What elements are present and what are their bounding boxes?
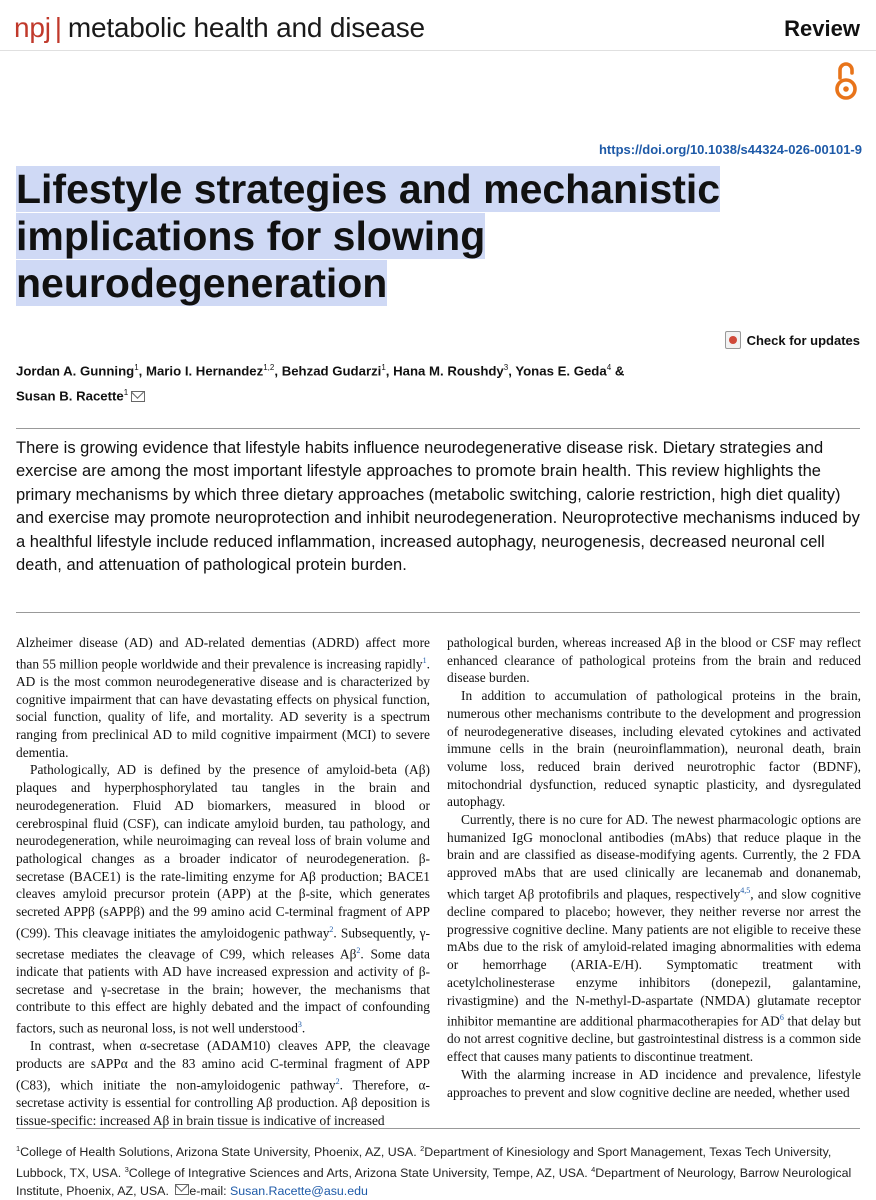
- article-type: Review: [784, 16, 860, 41]
- citation-link[interactable]: 3: [297, 1020, 302, 1030]
- article-title-text: Lifestyle strategies and mechanistic implications for slowing neurodegeneration: [16, 166, 721, 306]
- journal-name: metabolic health and disease: [67, 12, 425, 43]
- header-divider: [0, 50, 876, 51]
- body-paragraph: Currently, there is no cure for AD. The newest pharmacologic options are humanized IgG monoclonal antibodies (mAbs) that reduce plaque in the brain and are classified as disease-modifying agents. Currently, the 2 FDA approved mAbs that are used clinically are lecanemab and donanemab, which target Aβ protofibrils and plaques, respectively$^{4,5}$, and slow cognitive decline compared to placebo; however, they neither reverse nor arrest the progressive cognitive decline. Many patients are not eligible to receive these mAbs due to the risk of amyloid-related imaging abnormalities with edema or hemorrhage (ARIA-E/H). Symptomatic treatment with acetylcholinesterase enzyme inhibitors (donepezil, galantamine, rivastigmine) and the N-methyl-D-aspartate (NMDA) glutamate receptor inhibitor memantine are additional pharmacotherapies for $AD^6$ that delay but do not arrest cognitive decline, but gastrointestinal distress is a common side effect that causes many patients to discontinue treatment.: [447, 812, 862, 1065]
- author-name[interactable]: Jordan A. Gunning: [16, 363, 135, 379]
- author-list: Jordan A. Gunning$^1$, Mario I. Hernandez$^{1,2}$, Behzad Gudarzi$^1$, Hana M. Roushdy$^3$, Yonas E. Geda$^4$ & Susan B. Racette$^1$: [16, 363, 625, 404]
- author-affiliation: 1: [123, 388, 129, 398]
- email-icon[interactable]: [131, 391, 145, 402]
- body-paragraph: In addition to accumulation of pathological proteins in the brain, numerous other mechanisms contribute to the development and progression of neurodegenerative diseases, including elevated cytokines and activated immune cells in the brain (neuroinflammation), neuronal death, brain volume loss, reduced brain derived neurotrophic factor (BDNF), mitochondrial dysfunction, reduced synaptic plasticity, and dysregulated autophagy.: [447, 688, 861, 810]
- citation-link[interactable]: 1: [422, 655, 427, 665]
- author-affiliation: 1: [381, 363, 386, 372]
- journal-separator: |: [54, 12, 62, 43]
- author-name[interactable]: Hana M. Roushdy: [393, 363, 504, 379]
- footnote-divider: [16, 1128, 860, 1129]
- citation-link[interactable]: 2: [329, 924, 334, 934]
- email-icon: [175, 1184, 189, 1195]
- author-name[interactable]: Behzad Gudarzi: [281, 363, 382, 379]
- author-affiliation: 3: [503, 363, 509, 372]
- citation-link[interactable]: 2: [356, 945, 361, 955]
- abstract: There is growing evidence that lifestyle habits influence neurodegenerative disease risk. Dietary strategies and exercise are among the most important lifestyle approaches to promote brain health. This review highlights the primary mechanisms by which three dietary approaches (metabolic switching, calorie restriction, high diet quality) and exercise may promote neuroprotection and inhibit neurodegeneration. Neuroprotective mechanisms induced by a healthful lifestyle include reduced inflammation, increased autophagy, neurogenesis, decreased neuronal cell death, and attenuation of pathological protein burden.: [16, 439, 860, 575]
- body-paragraph: pathological burden, whereas increased Aβ in the blood or CSF may reflect enhanced clearance of pathological proteins from the brain and reduced disease burden.: [447, 635, 861, 686]
- author-affiliation: 4: [606, 363, 612, 372]
- journal-prefix: npj: [14, 12, 51, 43]
- open-access-icon: [832, 58, 860, 104]
- citation-link[interactable]: 4,5: [740, 885, 751, 895]
- citation-link[interactable]: 2: [335, 1076, 340, 1086]
- citation-link[interactable]: 6: [779, 1013, 784, 1023]
- author-name[interactable]: Yonas E. Geda: [515, 363, 607, 379]
- author-name[interactable]: Mario I. Hernandez: [145, 363, 264, 379]
- body-paragraph: Pathologically, AD is defined by the presence of amyloid-beta (Aβ) plaques and hyperphosphorylated tau tangles in the brain and neurodegeneration. Fluid AD biomarkers, measured in blood or cerebrospinal fluid (CSF), can indicate amyloid burden, tau pathology, and neurodegeneration, while neuroimaging can reveal loss of brain volume and pathological changes as a broader indicator of neurodegeneration. β-secretase (BACE1) is the rate-limiting enzyme for Aβ production; BACE1 cleaves amyloid precursor protein (APP) at the β-site, which generates secreted APPβ (sAPPβ) and the 99 amino acid C-terminal fragment of APP (C99). This cleavage initiates the amyloidogenic pathway$^2$. Subsequently, γ-secretase mediates the cleavage of C99, which releases $A\beta^2$. Some data indicate that patients with AD have increased expression and activity of β-secretase and γ-secretase in the brain; however, the mechanisms that contribute to this effect are highly debated and the impact of confounding factors, such as neuronal loss, is not well understood$^3$.: [16, 762, 431, 1036]
- check-updates-label: Check for updates: [746, 332, 860, 348]
- author-ampersand: &: [614, 363, 625, 379]
- corresponding-email-link[interactable]: Susan.Racette@asu.edu: [229, 1184, 368, 1199]
- body-paragraph: In contrast, when α-secretase (ADAM10) cleaves APP, the cleavage products are sAPPα and the 83 amino acid C-terminal fragment of APP (C83), which initiate the non-amyloidogenic pathway$^2$. Therefore, α-secretase activity is essential for controlling Aβ production. Aβ deposition is tissue-specific: increased Aβ in brain tissue is indicative of increased: [16, 1038, 430, 1128]
- body-paragraph: With the alarming increase in AD incidence and prevalence, lifestyle approaches to prevent and slow cognitive decline are needed, whether used: [447, 1066, 861, 1100]
- body-column-left: [16, 634, 430, 1129]
- abstract-top-divider: [16, 428, 860, 429]
- body-paragraph: Alzheimer disease (AD) and AD-related dementias (ADRD) affect more than 55 million people worldwide and their prevalence is increasing rapidly$^1$. AD is the most common neurodegenerative disease and is characterized by cognitive impairment that can have devastating effects on physical function, social function, quality of life, and mortality. AD severity is a spectrum ranging from preclinical AD to mild cognitive impairment (MCI) to severe dementia.: [16, 635, 430, 760]
- check-for-updates-button[interactable]: [725, 331, 860, 349]
- email-label: e-mail:: [189, 1184, 230, 1199]
- author-name[interactable]: Susan B. Racette: [16, 388, 124, 404]
- author-affiliation: 1,2: [263, 363, 275, 372]
- affiliations-footnote: $^1$College of Health Solutions, Arizona State University, Phoenix, AZ, USA. $^2$Department of Kinesiology and Sport Management, Texas Tech University, Lubbock, TX, USA. $^3$College of Integrative Sciences and Arts, Arizona State University, Tempe, AZ, USA. $^4$Department of Neurology, Barrow Neurological Institute, Phoenix, AZ, USA. e-mail: Susan.Racette@asu.edu: [16, 1144, 852, 1199]
- abstract-bottom-divider: [16, 612, 860, 613]
- body-column-right: [447, 634, 861, 1101]
- check-updates-icon: [725, 331, 741, 349]
- author-affiliation: 1: [134, 363, 139, 372]
- article-title: [16, 166, 816, 307]
- doi-link[interactable]: https://doi.org/10.1038/s44324-026-00101-9: [598, 142, 862, 157]
- journal-logo[interactable]: [14, 12, 425, 44]
